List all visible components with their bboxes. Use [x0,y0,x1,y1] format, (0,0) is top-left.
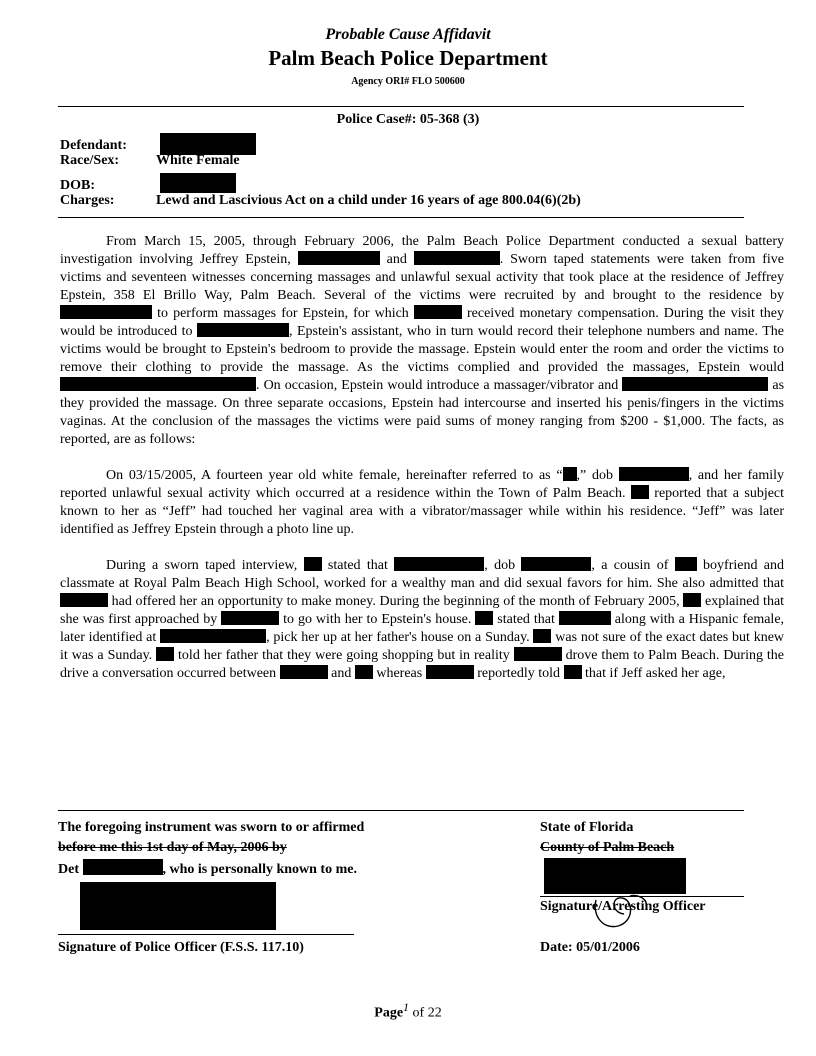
police-case-number: Police Case#: 05-368 (3) [336,112,480,127]
agency-ori: Agency ORI# FLO 500600 [351,76,465,87]
redaction-block [298,251,380,265]
redaction-block [304,557,322,571]
redaction-block [160,173,236,193]
county-label: County of Palm Beach [540,840,675,855]
paragraph-summary: From March 15, 2005, through February 2006, the Palm Beach Police Department conducted a sexual battery investigation involving Jeffrey Epstein, and . Sworn taped statements were taken from five victims and seventeen witnesses concerning massages and unlawful sexual activity that took place at the residence of Jeffrey Epstein, 358 El Brillo Way, Palm Beach. Several of the victims were recruited by and brought to the residence by to perform massages for Epstein, for which received monetary compensation. During the visit they would be introduced to , Epstein's assistant, who in turn would record their telephone numbers and name. The victims would be brought to Epstein's bedroom to provide the massage. Epstein would enter the room and order the victims to remove their clothing to provide the massage. As the victims complied and provided the massages, Epstein would . On occasion, Epstein would introduce a massager/vibrator and as they provided the massage. On three separate occasions, Epstein had intercourse and inserted his penis/fingers in the victims vaginas. At the conclusion of the massages the victims were paid sums of money ranging from $200 - $1,000. The facts, as reported, are as follows: [60,234,785,447]
redaction-block [83,859,163,875]
top-rule [58,106,744,107]
redaction-block [60,593,108,607]
document-title: Probable Cause Affidavit [325,26,491,43]
redaction-block [60,377,256,391]
redaction-block [221,611,279,625]
footer-top-rule [58,810,744,811]
redaction-block [683,593,701,607]
charges-value: Lewd and Lascivious Act on a child under 16 years of age 800.04(6)(2b) [156,193,581,208]
redaction-block [60,305,152,319]
redaction-block [563,467,577,481]
redaction-block [622,377,768,391]
sworn-line-1: The foregoing instrument was sworn to or affirmed [58,820,365,835]
redaction-block [414,251,500,265]
redaction-block [355,665,373,679]
defendant-row [60,133,256,155]
paragraph-report: On 03/15/2005, A fourteen year old white female, hereinafter referred to as “ ,” dob , and her family reported unlawful sexual activity which occurred at a residence within the Town of Palm Beach. reported that a subject known to her as “Jeff” had touched her vaginal area with a vibrator/massager while within his residence. “Jeff” was later identified as Jeffrey Epstein through a photo line up. [60,468,785,537]
race-sex-row [60,153,240,169]
detective-line [58,859,357,878]
header-bottom-rule [58,217,744,218]
page-number [0,1000,816,1022]
handwritten-signature [588,884,658,934]
redaction-block [514,647,562,661]
narrative-body [60,233,784,683]
race-sex-value: White Female [156,153,240,168]
arresting-signature-label: Signature/Arresting Officer [540,899,706,914]
charges-row [60,193,581,209]
signature-date: Date: 05/01/2006 [540,940,640,955]
redaction-block [631,485,649,499]
officer-signature-label: Signature of Police Officer (F.S.S. 117.10) [58,940,304,955]
redaction-block [280,665,328,679]
redaction-block [564,665,582,679]
dob-label: DOB: [60,178,95,193]
redaction-block [426,665,474,679]
redaction-block [160,133,256,155]
state-label: State of Florida [540,820,634,835]
det-label: Det [58,862,79,877]
redaction-block [619,467,689,481]
dob-row [60,173,236,194]
sworn-line-2: before me this 1st day of May, 2006 by [58,840,287,855]
det-suffix: , who is personally known to me. [162,862,357,877]
redaction-block [197,323,289,337]
redaction-block [521,557,591,571]
redaction-block [160,629,266,643]
officer-signature-line [58,934,354,935]
redaction-block [533,629,551,643]
redaction-block [559,611,611,625]
paragraph-interview: During a sworn taped interview, stated that , dob , a cousin of boyfriend and classmate at Royal Palm Beach High School, worked for a wealthy man and did sexual favors for him. She also admitted that had offered her an opportunity to make money. During the beginning of the month of February 2005, explained that she was first approached by to go with her to Epstein's house. stated that along with a Hispanic female, later identified at , pick her up at her father's house on a Sunday. was not sure of the exact dates but knew it was a Sunday. told her father that they were going shopping but in reality drove them to Palm Beach. During the drive a conversation occurred between and whereas reportedly told that if Jeff asked her age, [60,558,785,681]
redaction-block [675,557,697,571]
page-label: Page [374,1005,404,1021]
redaction-block [80,882,276,930]
page-total: of 22 [412,1005,442,1021]
page-current: 1 [403,1000,410,1014]
redaction-block [475,611,493,625]
department-name: Palm Beach Police Department [268,46,548,70]
race-sex-label: Race/Sex: [60,153,120,168]
defendant-label: Defendant: [60,138,127,153]
redaction-block [394,557,484,571]
redaction-block [156,647,174,661]
redaction-block [414,305,462,319]
charges-label: Charges: [60,193,115,208]
